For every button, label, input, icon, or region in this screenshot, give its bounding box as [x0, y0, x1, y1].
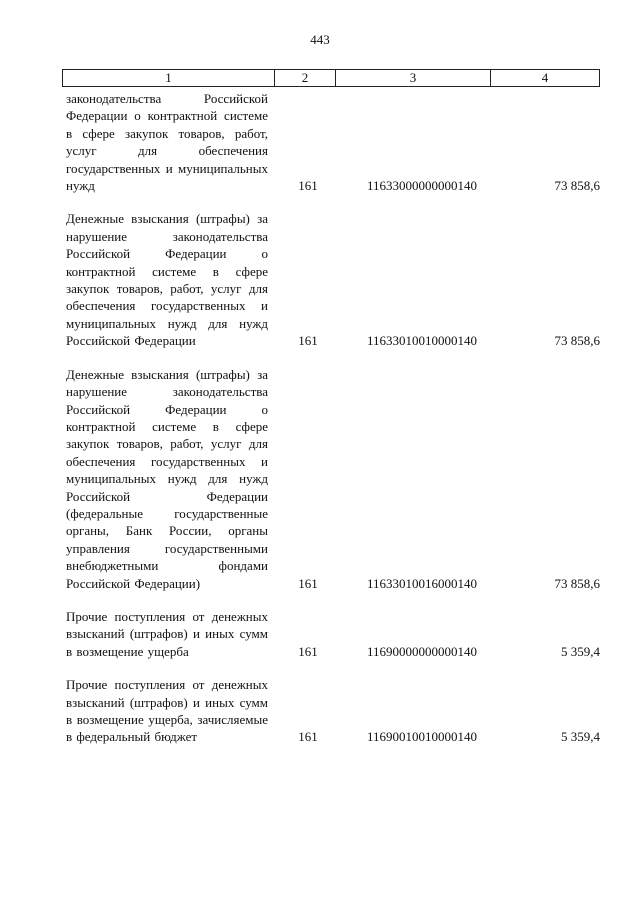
table-row	[66, 608, 602, 660]
table-row	[66, 366, 602, 592]
row-admin-code: 161	[298, 729, 318, 745]
row-admin-code: 161	[298, 643, 318, 659]
header-col-1: 1	[63, 70, 275, 86]
table-header	[62, 69, 600, 87]
row-amount: 5 359,4	[561, 643, 600, 659]
row-revenue-code: 11633010010000140	[366, 333, 478, 349]
table-row	[66, 90, 602, 194]
table-body	[66, 90, 602, 762]
row-description: Денежные взыскания (штрафы) за нарушение законодательства Российской Федерации о контрактной системе в сфере закупок товаров, работ, услуг для обеспечения государственных и муниципальных нужд для нужд Российской Федерации (федеральные государственные органы, Банк России, органы управления государственными внебюджетными фондами Российской Федерации)	[66, 366, 268, 591]
row-amount: 5 359,4	[561, 729, 600, 745]
row-revenue-code: 11633010016000140	[366, 575, 478, 591]
row-revenue-code: 11690000000000140	[366, 643, 478, 659]
row-admin-code: 161	[298, 333, 318, 349]
row-revenue-code: 11690010010000140	[366, 729, 478, 745]
table-row	[66, 210, 602, 349]
row-amount: 73 858,6	[554, 178, 600, 194]
row-description: Прочие поступления от денежных взысканий (штрафов) и иных сумм в возмещение ущерба	[66, 608, 268, 659]
row-description: Денежные взыскания (штрафы) за нарушение законодательства Российской Федерации о контрактной системе в сфере закупок товаров, работ, услуг для обеспечения государственных и муниципальных нужд для нужд Российской Федерации	[66, 211, 268, 349]
row-description: Прочие поступления от денежных взысканий (штрафов) и иных сумм в возмещение ущерба, зачисляемые в федеральный бюджет	[66, 677, 268, 745]
page-number: 443	[310, 32, 330, 47]
row-admin-code: 161	[298, 178, 318, 194]
row-amount: 73 858,6	[554, 575, 600, 591]
row-revenue-code: 11633000000000140	[366, 178, 478, 194]
row-admin-code: 161	[298, 575, 318, 591]
row-amount: 73 858,6	[554, 333, 600, 349]
table-row	[66, 676, 602, 746]
header-col-2: 2	[275, 70, 336, 86]
header-col-3: 3	[336, 70, 491, 86]
row-description: законодательства Российской Федерации о контрактной системе в сфере закупок товаров, работ, услуг для обеспечения государственных и муниципальных нужд	[66, 91, 268, 194]
header-col-4: 4	[541, 70, 549, 85]
